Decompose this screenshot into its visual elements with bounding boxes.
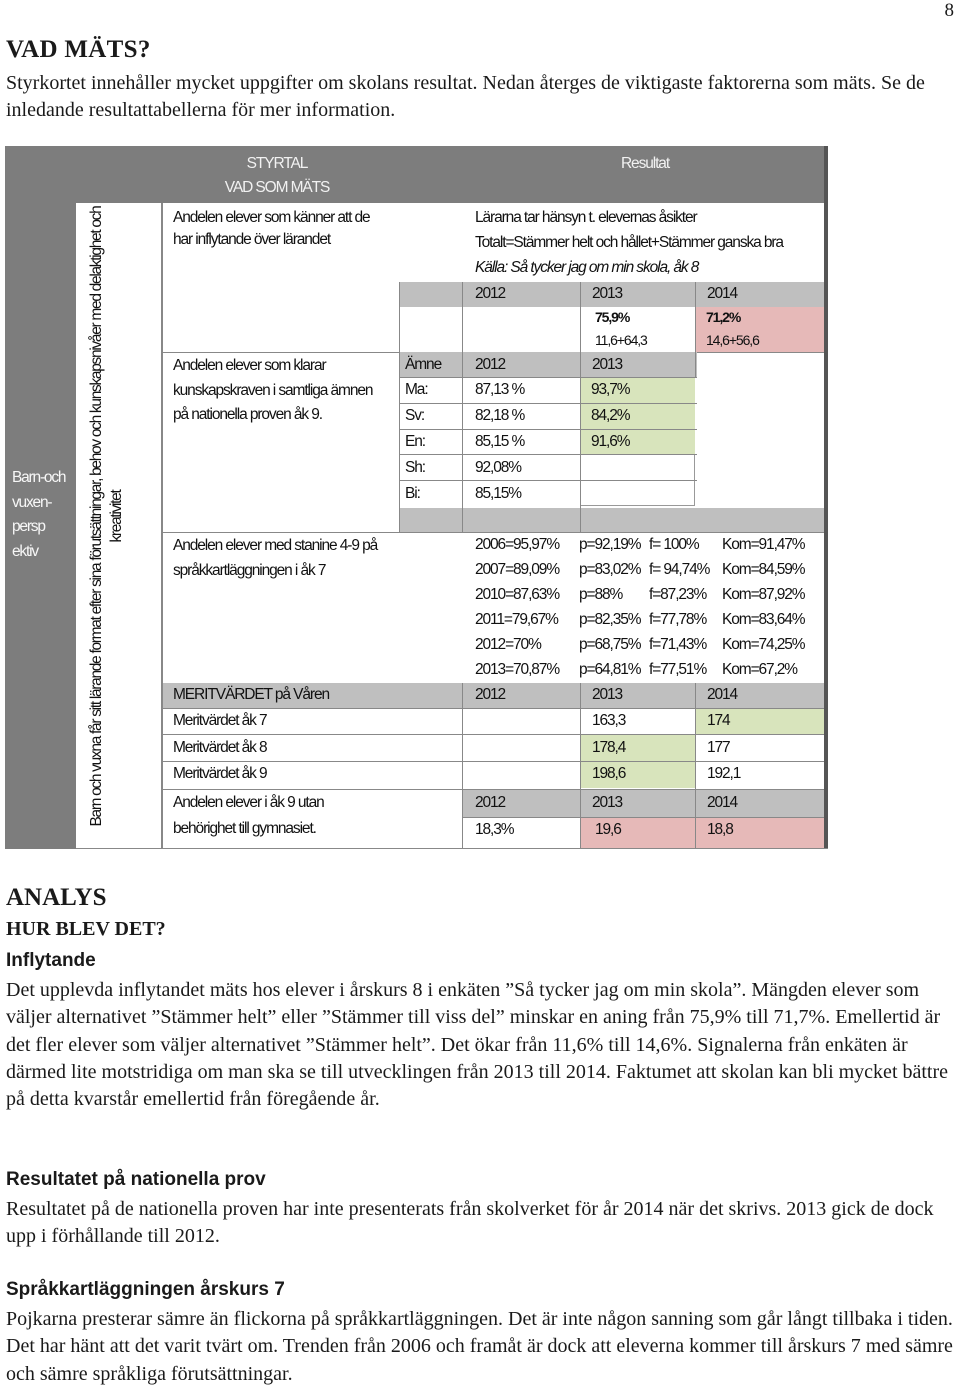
subject-bi: Bi: [405, 485, 420, 502]
stanine-p [579, 534, 640, 681]
header-styrtal-text: STYRTAL [246, 155, 308, 172]
stanine-kom-value: Kom=91,47% [722, 536, 805, 553]
stanine-years [475, 534, 559, 681]
en-2012: 85,15 % [475, 433, 525, 450]
sh-2012: 92,08% [475, 459, 521, 476]
grid-line [399, 282, 400, 532]
nationella-col-2013: 2013 [592, 356, 623, 373]
scorecard-table [5, 146, 828, 849]
sv-2012: 82,18 % [475, 407, 525, 424]
stanine-kom-value: Kom=67,2% [722, 661, 797, 678]
grid-line [162, 761, 824, 762]
stanine-year: 2006=95,97% [475, 536, 560, 553]
merit-year-2013: 2013 [592, 686, 623, 703]
section-title-inflytande: Inflytande [6, 950, 96, 971]
merit-year-2014: 2014 [707, 686, 738, 703]
stanine-f-value: f=71,43% [649, 636, 707, 653]
merit-ak9-2014: 192,1 [707, 765, 741, 782]
merit-ak7-2013: 163,3 [592, 712, 626, 729]
sv-2013: 84,2% [591, 407, 630, 424]
grid-line [399, 377, 697, 378]
stanine-kom-value: Kom=84,59% [722, 561, 805, 578]
perspective-label: Barn-och vuxen-persp ektiv [12, 469, 66, 560]
behorighet-label-1: Andelen elever i åk 9 utan [173, 794, 324, 811]
en-2013: 91,6% [591, 433, 630, 450]
intro-paragraph: Styrkortet innehåller mycket uppgifter om skolans resultat. Nedan återges de viktigaste faktorerna som mäts. Se de inledande resultattabellerna för mer information. [6, 72, 925, 121]
behorighet-2013: 19,6 [595, 821, 621, 838]
inflytande-line2: Totalt=Stämmer helt och hållet+Stämmer ganska bra [475, 234, 783, 251]
stanine-p-value: p=88% [579, 586, 623, 603]
right-border [824, 146, 828, 849]
nationella-col-2012: 2012 [475, 356, 506, 373]
behorighet-year-2012: 2012 [475, 794, 506, 811]
stanine-f-value: f=87,23% [649, 586, 707, 603]
grid-line [162, 203, 163, 849]
ma-2013: 93,7% [591, 381, 630, 398]
stanine-year: 2011=79,67% [475, 611, 558, 628]
grid-line [462, 817, 824, 818]
merit-label-ak9: Meritvärdet åk 9 [173, 765, 267, 782]
subject-sh: Sh: [405, 459, 425, 476]
inflytande-year-2013: 2013 [592, 285, 623, 302]
stanine-year: 2013=70,87% [475, 661, 560, 678]
stanine-kom-value: Kom=74,25% [722, 636, 805, 653]
behorighet-2012: 18,3% [475, 821, 514, 838]
merit-label-ak7: Meritvärdet åk 7 [173, 712, 267, 729]
stanine-p-value: p=92,19% [579, 536, 641, 553]
section-text-sprakkartlaggning: Pojkarna presterar sämre än flickorna på språkkartläggningen. Det är inte någon sanning som går långt tillbaka i tiden. Det har hänt att det varit tvärt om. Trenden från 2006 och framåt är dock att eleverna kommer till årskurs 7 med sämre och sämre språkliga förutsättningar. [6, 1308, 953, 1385]
grid-line [162, 734, 824, 735]
behorighet-2014: 18,8 [707, 821, 733, 838]
merit-ak8-2013: 178,4 [592, 739, 626, 756]
nationella-label: Andelen elever som klarar kunskapskraven i samtliga ämnen på nationella proven åk 9. [173, 357, 373, 423]
stanine-f [649, 534, 709, 681]
ma-2012: 87,13 % [475, 381, 525, 398]
stanine-kom-value: Kom=87,92% [722, 586, 805, 603]
stanine-p-value: p=83,02% [579, 561, 641, 578]
section-title-sprakkartlaggning: Språkkartläggningen årskurs 7 [6, 1279, 285, 1300]
grid-line [76, 848, 828, 849]
page-number: 8 [944, 0, 954, 21]
analysis-subheading: HUR BLEV DET? [6, 918, 166, 940]
stanine-year: 2012=70% [475, 636, 541, 653]
stanine-p-value: p=68,75% [579, 636, 641, 653]
stanine-p-value: p=64,81% [579, 661, 641, 678]
header-resultat: Resultat [620, 155, 670, 172]
stanine-label: Andelen elever med stanine 4-9 på språkkartläggningen i åk 7 [173, 537, 378, 579]
grid-line [399, 429, 697, 430]
header-vad-som-mats: VAD SOM MÄTS [224, 179, 330, 196]
stanine-kom-value: Kom=83,64% [722, 611, 805, 628]
behorighet-label-2: behörighet till gymnasiet. [173, 820, 316, 837]
inflytande-2013-value: 75,9% [595, 309, 630, 325]
merit-ak9-2013: 198,6 [592, 765, 626, 782]
grid-line [162, 708, 824, 709]
subject-sv: Sv: [405, 407, 425, 424]
inflytande-year-2014: 2014 [707, 285, 738, 302]
merit-ak8-2014: 177 [707, 739, 730, 756]
subject-en: En: [405, 433, 425, 450]
inflytande-2013-sub: 11,6+64,3 [595, 332, 647, 348]
nationella-col-subject: Ämne [405, 356, 442, 373]
stanine-year: 2010=87,63% [475, 586, 560, 603]
behorighet-year-2013: 2013 [592, 794, 623, 811]
behorighet-header-row [462, 790, 824, 817]
grid-line [162, 789, 824, 790]
inflytande-year-2012: 2012 [475, 285, 506, 302]
inflytande-label: Andelen elever som känner att de har inflytande över lärandet [173, 209, 370, 248]
stanine-f-value: f= 100% [649, 536, 699, 553]
stanine-kom [722, 534, 805, 681]
grid-line [695, 282, 696, 377]
bi-2012: 85,15% [475, 485, 521, 502]
inflytande-2014-sub: 14,6+56,6 [706, 332, 759, 348]
subject-ma: Ma: [405, 381, 428, 398]
grid-line [399, 403, 697, 404]
nationella-header-row [399, 352, 697, 377]
section-title-nationella: Resultatet på nationella prov [6, 1169, 266, 1190]
inflytande-line1: Lärarna tar hänsyn t. elevernas åsikter [475, 209, 697, 226]
stanine-p-value: p=82,35% [579, 611, 641, 628]
grid-line [580, 282, 581, 532]
page-title: VAD MÄTS? [6, 36, 151, 63]
section-text-inflytande: Det upplevda inflytandet mäts hos elever i årskurs 8 i enkäten ”Så tycker jag om min skola”. Mängden elever som väljer alternativet ”Stämmer helt” eller ”Stämmer till viss del” minskar en aning från 75,9% till 71,7%. Emellertid är det fler elever som väljer alternativet ”Stämmer helt”. Det ökar från 11,6% till 14,6%. Signalerna från enkäten är därmed lite motstridiga om man ska se till utvecklingen från 2013 till 2014. Faktumet att skolan kan bli mycket bättre på detta kvarstår emellertid från föregående år. [6, 979, 949, 1111]
header-styrtal [220, 152, 334, 200]
grid-line [399, 454, 697, 455]
stanine-f-value: f= 94,74% [649, 561, 710, 578]
inflytande-2014-value: 71,2% [706, 309, 741, 325]
behorighet-year-2014: 2014 [707, 794, 738, 811]
merit-ak7-2014: 174 [707, 712, 730, 729]
section-text-nationella: Resultatet på de nationella proven har inte presenterats från skolverket för år 2014 när det skrivs. 2013 gick de dock upp i förhållande till 2012. [6, 1198, 934, 1248]
goal-text: Barn och vuxna får sitt lärande format efter sina förutsättningar, behov och kunskapsnivåer med delaktighet och kreativitet [88, 206, 125, 827]
analysis-heading: ANALYS [6, 884, 107, 911]
stanine-f-value: f=77,78% [649, 611, 707, 628]
grid-line [399, 480, 697, 481]
divider [162, 532, 824, 533]
merit-label-ak8: Meritvärdet åk 8 [173, 739, 267, 756]
inflytande-source: Källa: Så tycker jag om min skola, åk 8 [475, 259, 699, 276]
stanine-f-value: f=77,51% [649, 661, 707, 678]
merit-year-2012: 2012 [475, 686, 506, 703]
stanine-year: 2007=89,09% [475, 561, 560, 578]
merit-header: MERITVÄRDET på Våren [173, 686, 330, 703]
grid-line [462, 282, 463, 532]
